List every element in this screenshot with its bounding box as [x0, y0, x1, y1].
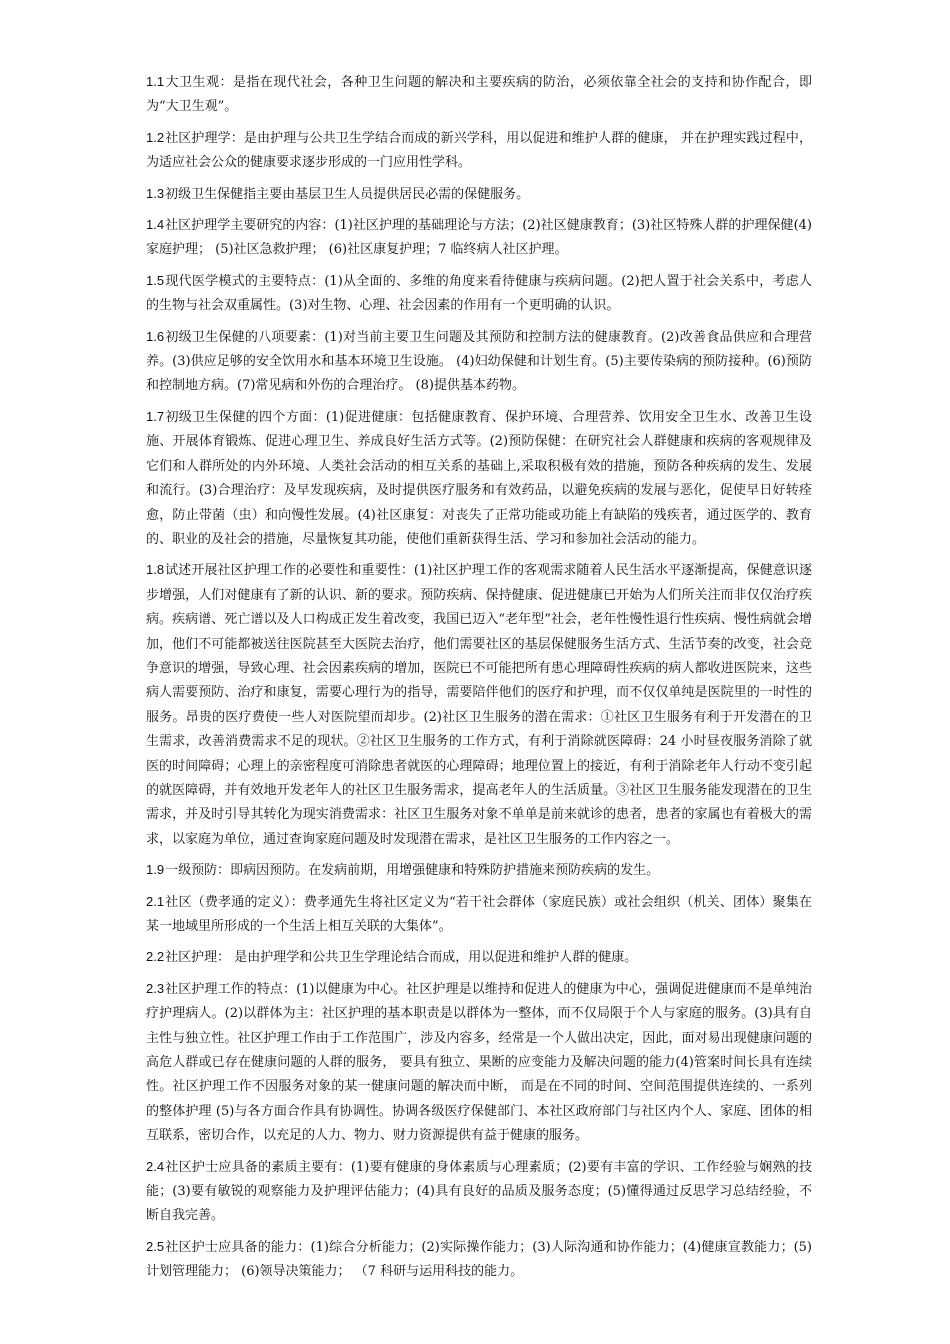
- paragraph-number: 1.1: [146, 74, 165, 89]
- paragraph-number: 2.5: [146, 1238, 165, 1254]
- paragraph-1-9: [146, 858, 812, 883]
- document-body: [146, 70, 812, 1291]
- paragraph-1-8: [146, 558, 812, 852]
- paragraph-number: 1.2: [146, 129, 165, 145]
- paragraph-number: 1.9: [146, 862, 165, 878]
- paragraph-number: 2.1: [146, 893, 165, 909]
- paragraph-1-1: [146, 70, 812, 120]
- paragraph-text: 社区护理学主要研究的内容：(1)社区护理的基础理论与方法；(2)社区健康教育；(3)社区特殊人群的护理保健(4)家庭护理； (5)社区急救护理； (6)社区康复护理；7 临终病人社区护理。: [146, 218, 812, 258]
- paragraph-1-2: [146, 126, 812, 176]
- paragraph-text: 社区护理： 是由护理学和公共卫生学理论结合而成，用以促进和维护人群的健康。: [165, 950, 638, 966]
- paragraph-text: 初级卫生保健指主要由基层卫生人员提供居民必需的保健服务。: [165, 186, 530, 202]
- paragraph-number: 1.3: [146, 185, 165, 201]
- paragraph-text: 现代医学模式的主要特点：(1)从全面的、多维的角度来看待健康与疾病问题。(2)把人置于社会关系中，考虑人的生物与社会双重属性。(3)对生物、心理、社会因素的作用有一个更明确的认识。: [146, 273, 812, 314]
- paragraph-text: 大卫生观：是指在现代社会，各种卫生问题的解决和主要疾病的防治，必须依靠全社会的支持和协作配合，即为“大卫生观”。: [146, 75, 812, 115]
- paragraph-number: 1.4: [146, 217, 165, 233]
- paragraph-text: 社区（费孝通的定义）：费孝通先生将社区定义为“若干社会群体（家庭民族）或社会组织（机关、团体）聚集在某一地域里所形成的一个生活上相互关联的大集体”。: [146, 894, 812, 934]
- paragraph-text: 社区护士应具备的素质主要有：(1)要有健康的身体素质与心理素质；(2)要有丰富的学识、工作经验与娴熟的技能；(3)要有敏锐的观察能力及护理评估能力；(4)具有良好的品质及服务态度；(5)懂得通过反思学习总结经验，不断自我完善。: [146, 1159, 812, 1224]
- paragraph-1-3: [146, 182, 812, 207]
- paragraph-number: 2.3: [146, 980, 165, 996]
- paragraph-2-2: [146, 945, 812, 970]
- paragraph-number: 1.5: [146, 272, 165, 288]
- paragraph-text: 社区护理工作的特点：(1)以健康为中心。社区护理是以维持和促进人的健康为中心，强调促进健康而不是单纯治疗护理病人。(2)以群体为主：社区护理的基本职责是以群体为一整体，而不仅局限于个人与家庭的服务。(3)具有自主性与独立性。社区护理工作由于工作范围广，涉及内容多，经常是一个人做出决定，因此，面对易出现健康问题的高危人群或已存在健康问题的人群的服务， 要具有独立、果断的应变能力及解决问题的能力(4)管案时间长具有连续性。社区护理工作不因服务对象的某一健康问题的解决而中断， 而是在不同的时间、空间范围提供连续的、一系列的整体护理 (5)与各方面合作具有协调性。协调各级医疗保健部门、本社区政府部门与社区内个人、家庭、团体的相互联系，密切合作，以充足的人力、物力、财力资源提供有益于健康的服务。: [146, 981, 812, 1144]
- paragraph-text: 社区护理学：是由护理与公共卫生学结合而成的新兴学科，用以促进和维护人群的健康， 并在护理实践过程中，为适应社会公众的健康要求逐步形成的一门应用性学科。: [146, 130, 812, 171]
- paragraph-text: 一级预防：即病因预防。在发病前期，用增强健康和特殊防护措施来预防疾病的发生。: [165, 863, 660, 879]
- paragraph-number: 1.8: [146, 562, 165, 578]
- paragraph-2-4: [146, 1155, 812, 1229]
- paragraph-number: 2.4: [146, 1158, 165, 1174]
- paragraph-text: 初级卫生保健的八项要素：(1)对当前主要卫生问题及其预防和控制方法的健康教育。(2)改善食品供应和合理营养。(3)供应足够的安全饮用水和基本环境卫生设施。 (4)妇幼保健和计划生育。(5)主要传染病的预防接种。(6)预防和控制地方病。(7)常见病和外伤的合理治疗。 (8)提供基本药物。: [146, 329, 812, 394]
- paragraph-text: 试述开展社区护理工作的必要性和重要性：(1)社区护理工作的客观需求随着人民生活水平逐渐提高，保健意识逐步增强，人们对健康有了新的认识、新的要求。预防疾病、保持健康、促进健康已开始为人们所关注而非仅仅治疗疾病。疾病谱、死亡谱以及人口构成正发生着改变，我国已迈入“老年型”社会，老年性慢性退行性疾病、慢性病就会增加，他们不可能都被送往医院甚至大医院去治疗，他们需要社区的基层保健服务生活方式、生活节奏的改变，社会竞争意识的增强，导致心理、社会因素疾病的增加，医院已不可能把所有患心理障碍性疾病的病人都收进医院来，这些病人需要预防、治疗和康复，需要心理行为的指导，需要陪伴他们的医疗和护理，而不仅仅单纯是医院里的一时性的服务。昂贵的医疗费使一些人对医院望而却步。(2)社区卫生服务的潜在需求：①社区卫生服务有利于开发潜在的卫生需求，改善消费需求不足的现状。②社区卫生服务的工作方式，有利于消除就医障碍：24 小时昼夜服务消除了就医的时间障碍；心理上的亲密程度可消除患者就医的心理障碍；地理位置上的接近，有利于消除老年人行动不变引起的就医障碍，并有效地开发老年人的社区卫生服务需求，提高老年人的生活质量。③社区卫生服务能发现潜在的卫生需求，并及时引导其转化为现实消费需求：社区卫生服务对象不单单是前来就诊的患者，患者的家属也有着极大的需求，以家庭为单位，通过查询家庭问题及时发现潜在需求，是社区卫生服务的工作内容之一。: [146, 563, 812, 847]
- paragraph-2-3: [146, 977, 812, 1149]
- paragraph-text: 初级卫生保健的四个方面：(1)促进健康：包括健康教育、保护环境、合理营养、饮用安全卫生水、改善卫生设施、开展体育锻炼、促进心理卫生、养成良好生活方式等。(2)预防保健：在研究社会人群健康和疾病的客观规律及它们和人群所处的内外环境、人类社会活动的相互关系的基础上,采取积极有效的措施，预防各种疾病的发生、发展和流行。(3)合理治疗：及早发现疾病，及时提供医疗服务和有效药品，以避免疾病的发展与恶化，促使早日好转痊愈，防止带菌（虫）和向慢性发展。(4)社区康复：对丧失了正常功能或功能上有缺陷的残疾者，通过医学的、教育的、职业的及社会的措施，尽量恢复其功能，使他们重新获得生活、学习和参加社会活动的能力。: [146, 409, 812, 547]
- paragraph-number: 1.6: [146, 328, 165, 344]
- paragraph-number: 1.7: [146, 408, 165, 424]
- paragraph-1-5: [146, 269, 812, 319]
- paragraph-1-4: [146, 213, 812, 263]
- paragraph-1-7: [146, 405, 812, 552]
- paragraph-2-5: [146, 1235, 812, 1285]
- paragraph-number: 2.2: [146, 949, 165, 965]
- paragraph-text: 社区护士应具备的能力：(1)综合分析能力；(2)实际操作能力；(3)人际沟通和协作能力；(4)健康宣教能力；(5)计划管理能力； (6)领导决策能力； （7 科研与运用科技的能力。: [146, 1239, 812, 1280]
- paragraph-2-1: [146, 890, 812, 940]
- paragraph-1-6: [146, 325, 812, 399]
